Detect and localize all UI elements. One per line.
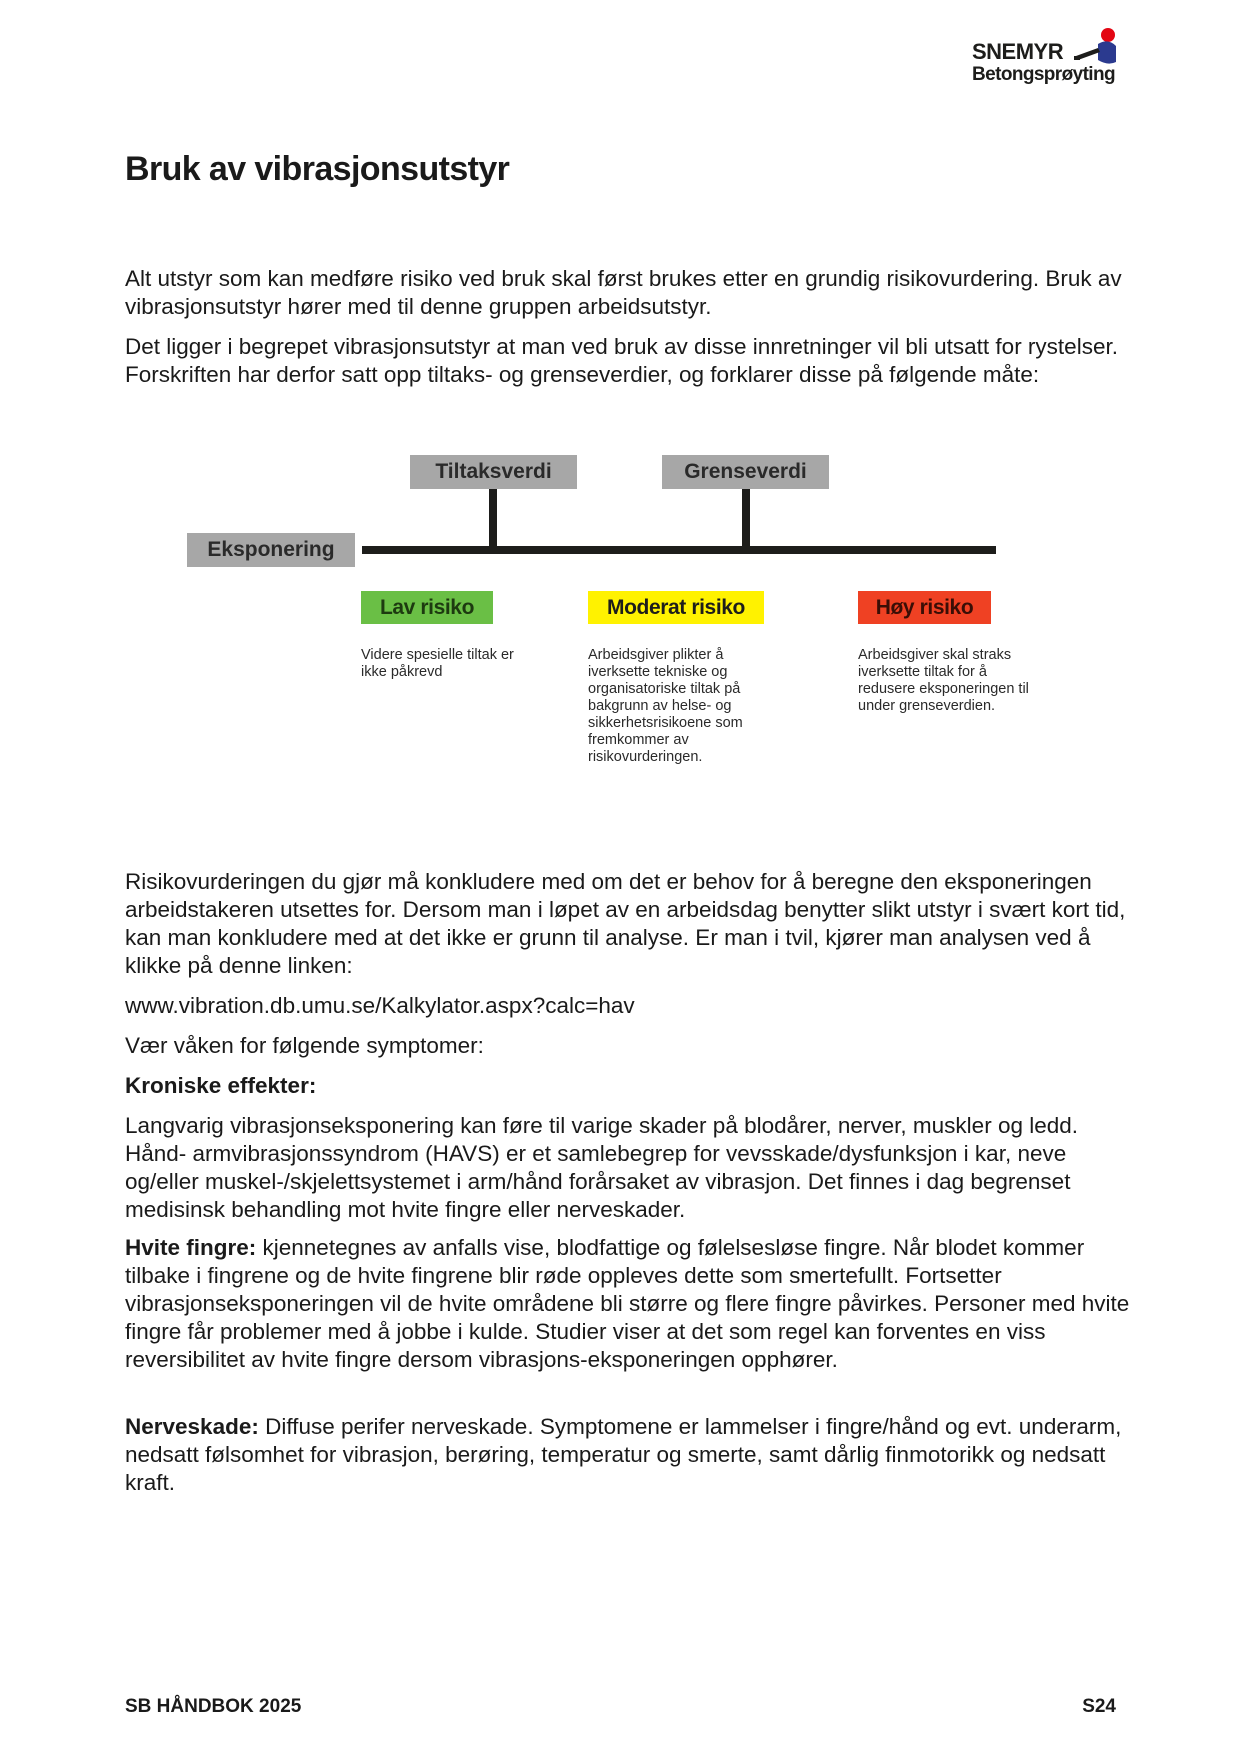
chronic-effects-heading: Kroniske effekter: [125,1073,317,1098]
company-logo [972,26,1132,96]
action-value-label: Tiltaksverdi [410,455,577,489]
high-risk-description: Arbeidsgiver skal straks iverksette tiltak for å redusere eksponeringen til under grenseverdien. [858,647,1029,714]
exposure-axis-line [362,546,996,554]
risk-assessment-paragraph: Risikovurderingen du gjør må konkludere med om det er behov for å beregne den eksponeringen arbeidstakeren utsettes for. Dersom man i løpet av en arbeidsdag benytter slikt utstyr i svært kort tid, kan man konkludere med at det ikke er grunn til analyse. Er man i tvil, kjører man analysen ved å klikke på denne linken: [125,869,1126,978]
intro-paragraph-1: Alt utstyr som kan medføre risiko ved bruk skal først brukes etter en grundig risikovurdering. Bruk av vibrasjonsutstyr hører med til denne gruppen arbeidsutstyr. [125,266,1122,319]
low-risk-label: Lav risiko [361,591,493,624]
nerve-damage-label: Nerveskade: [125,1414,259,1439]
footer-page-number: S24 [1082,1696,1116,1717]
worker-icon [1072,26,1122,70]
symptoms-intro: Vær våken for følgende symptomer: [125,1033,484,1058]
nerve-damage-text: Diffuse perifer nerveskade. Symptomene er lammelser i fingre/hånd og evt. underarm, nedsatt følsomhet for vibrasjon, berøring, temperatur og smerte, samt dårlig finmotorikk og nedsatt kraft. [125,1414,1122,1495]
white-fingers-label: Hvite fingre: [125,1235,257,1260]
limit-value-label: Grenseverdi [662,455,829,489]
moderate-risk-description: Arbeidsgiver plikter å iverksette tekniske og organisatoriske tiltak på bakgrunn av helse- og sikkerhetsrisikoene som fremkommer av risikovurderingen. [588,647,743,765]
low-risk-description: Videre spesielle tiltak er ikke påkrevd [361,647,514,680]
limit-value-marker [742,489,750,549]
high-risk-label: Høy risiko [858,591,991,624]
chronic-effects-paragraph: Langvarig vibrasjonseksponering kan føre til varige skader på blodårer, nerver, muskler og ledd. Hånd- armvibrasjonssyndrom (HAVS) er et samlebegrep for vevsskade/dysfunksjon i kar, neve og/eller muskel-/skjelettsystemet i arm/hånd forårsaket av vibrasjon. Det finnes i dag begrenset medisinsk behandling mot hvite fingre eller nerveskader. [125,1113,1079,1222]
intro-paragraph-2: Det ligger i begrepet vibrasjonsutstyr at man ved bruk av disse innretninger vil bli utsatt for rystelser. Forskriften har derfor satt opp tiltaks- og grenseverdier, og forklarer disse på følgende måte: [125,334,1118,387]
action-value-marker [489,489,497,549]
page-title: Bruk av vibrasjonsutstyr [125,150,510,188]
white-fingers-text: kjennetegnes av anfalls vise, blodfattige og følelsesløse fingre. Når blodet kommer tilbake i fingrene og de hvite fingrene blir røde oppleves dette som smertefullt. Fortsetter vibrasjonseksponeringen vil de hvite områdene bli større og flere fingre påvirkes. Personer med hvite fingre får problemer med å jobbe i kulde. Studier viser at det som regel kan forventes en viss reversibilitet av hvite fingre dersom vibrasjons-eksponeringen opphører. [125,1235,1130,1372]
logo-subtitle: Betongsprøyting [972,64,1115,85]
logo-name: SNEMYR [972,39,1064,64]
calculator-link[interactable]: www.vibration.db.umu.se/Kalkylator.aspx?calc=hav [125,993,635,1018]
moderate-risk-label: Moderat risiko [588,591,764,624]
white-fingers-paragraph [125,1234,1135,1374]
footer-handbook-title: SB HÅNDBOK 2025 [125,1696,302,1717]
nerve-damage-paragraph [125,1413,1135,1497]
exposure-label: Eksponering [187,533,355,567]
